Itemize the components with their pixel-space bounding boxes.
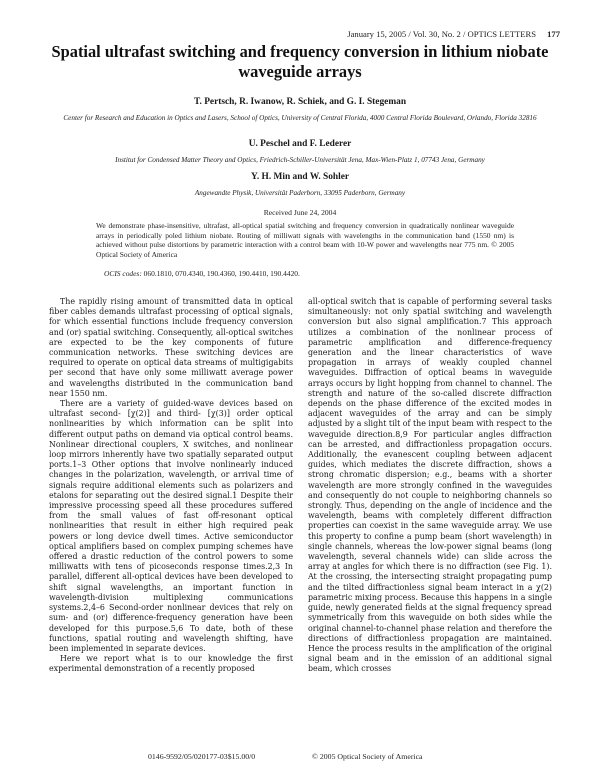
author-group-3 (30, 172, 570, 198)
body-paragraph: There are a variety of guided-wave devices based on ultrafast second- [χ(2)] and third- [χ(3)] order optical nonlinearities by which information can be split into different output paths on demand via optical control beams. Nonlinear directional couplers, X switches, and nonlinear loop mirrors inherently have two spatially separated output ports.1–3 Other options that involve nonlinearly induced changes in the polarization, wavelength, or arrival time of signals require additional elements such as polarizers and etalons for separating out the desired signal.1 Despite their impressive processing speed all these procedures suffered from the small values of fast off-resonant optical nonlinearities that result in either high required peak powers or long device dwell times. Active semiconductor optical amplifiers based on complex pumping schemes have offered a drastic reduction of the control powers to some milliwatts with tens of picoseconds response times.2,3 In parallel, different all-optical devices have been developed to shift signal wavelengths, an important function in wavelength-division multiplexing communications systems.2,4–6 Second-order nonlinear devices that rely on sum- and (or) difference-frequency generation have been developed for this purpose.5,6 To date, both of these functions, spatial routing and wavelength shifting, have been implemented in separate devices. (49, 399, 293, 653)
body-paragraph: Here we report what is to our knowledge the first experimental demonstration of a recently proposed (49, 654, 293, 674)
received-date: Received June 24, 2004 (263, 208, 337, 217)
copyright: © 2005 Optical Society of America (312, 752, 423, 761)
author-names: U. Peschel and F. Lederer (248, 139, 352, 149)
page-number: 177 (547, 29, 560, 39)
ocis-label: OCIS codes: (104, 269, 142, 278)
author-affiliation: Angewandte Physik, Universität Paderborn, 33095 Paderborn, Germany (194, 189, 406, 197)
body-paragraph: The rapidly rising amount of transmitted data in optical fiber cables demands ultrafast processing of optical signals, for which essential functions include frequency conversion and (or) spatial switching. Consequently, all-optical switches are expected to be the key components of future communication networks. These switching devices are required to operate on optical data streams of multigigabits per second that have only some milliwatt average power and wavelengths distributed in the communication band near 1550 nm. (49, 297, 293, 398)
article-code: 0146-9592/05/020177-03$15.00/0 (148, 752, 256, 761)
journal-citation: January 15, 2005 / Vol. 30, No. 2 / OPTICS LETTERS (347, 29, 536, 39)
author-group-2 (30, 139, 570, 165)
author-group-1 (30, 97, 570, 123)
abstract: We demonstrate phase-insensitive, ultrafast, all-optical spatial switching and frequency conversion in quadratically nonlinear waveguide arrays in periodically poled lithium niobate. Routing of milliwatt signals with wavelengths in the communication band (1550 nm) is achieved without pulse distortions by parametric interaction with a control beam with 10-W power and wavelengths near 775 nm. © 2005 Optical Society of America (96, 221, 514, 259)
author-affiliation: Center for Research and Education in Optics and Lasers, School of Optics, University of Central Florida, 4000 Central Florida Boulevard, Orlando, Florida 32816 (63, 114, 537, 122)
ocis-codes (104, 269, 514, 278)
body-column-left (49, 297, 293, 675)
body-paragraph: all-optical switch that is capable of performing several tasks simultaneously: not only spatial switching and wavelength conversion but also signal amplification.7 This approach utilizes a combination of the nonlinear process of parametric amplification and difference-frequency generation and the linear characteristics of wave propagation in arrays of weakly coupled channel waveguides. Diffraction of optical beams in waveguide arrays occurs by light hopping from channel to channel. The strength and nature of the so-called discrete diffraction depends on the phase difference of the excited modes in adjacent waveguides of the array and can be simply adjusted by a slight tilt of the input beam with respect to the waveguide direction.8,9 For particular angles diffraction can be arrested, and diffractionless propagation occurs. Additionally, the evanescent coupling between adjacent guides, which mediates the discrete diffraction, shows a strong chromatic dispersion; e.g., beams with a shorter wavelength are more strongly confined in the waveguides and consequently do not couple to neighboring channels so strongly. Thus, depending on the angle of incidence and the wavelength, beams with completely different diffraction properties can coexist in the same waveguide array. We use this property to confine a pump beam (short wavelength) in single channels, whereas the low-power signal beams (long wavelength, several channels wide) can slide across the array at angles for which there is no diffraction (see Fig. 1). At the crossing, the intersecting straight propagating pump and the tilted diffractionless signal beam interact in a χ(2) parametric mixing process. Because this happens in a single guide, newly generated fields at the signal frequency spread symmetrically from this waveguide on both sides while the original channel-to-channel phase relation and therefore the directions of diffractionless propagation are maintained. Hence the process results in the amplification of the original signal beam and in the emission of an additional signal beam, which crosses (308, 297, 552, 674)
author-names: Y. H. Min and W. Sohler (250, 172, 350, 182)
article-title: Spatial ultrafast switching and frequency conversion in lithium niobate waveguide arrays (51, 42, 549, 81)
body-column-right (308, 297, 552, 675)
author-names: T. Pertsch, R. Iwanow, R. Schiek, and G. I. Stegeman (193, 97, 407, 107)
ocis-code-list: 060.1810, 070.4340, 190.4360, 190.4410, 190.4420. (143, 269, 300, 278)
author-affiliation: Institut for Condensed Matter Theory and Optics, Friedrich-Schiller-Universität Jena, Max-Wien-Platz 1, 07743 Jena, Germany (115, 156, 485, 164)
